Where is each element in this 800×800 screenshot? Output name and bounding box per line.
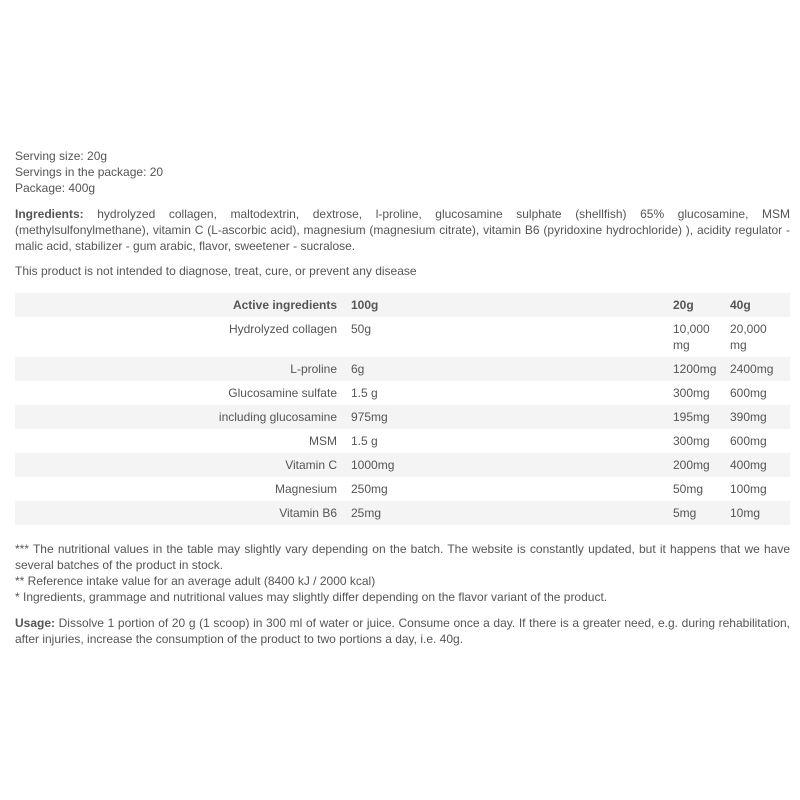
amount-20g-cell: 10,000 mg: [669, 317, 726, 357]
amount-20g-cell: 195mg: [669, 405, 726, 429]
active-ingredients-table: [15, 293, 790, 525]
header-20g: 20g: [669, 293, 726, 317]
note-flavor-variant: * Ingredients, grammage and nutritional values may slightly differ depending on the flavor variant of the product.: [15, 590, 608, 604]
header-100g: 100g: [347, 293, 669, 317]
amount-100g-cell: 50g: [347, 317, 669, 357]
amount-100g-cell: 1.5 g: [347, 381, 669, 405]
ingredient-name-cell: Hydrolyzed collagen: [15, 317, 347, 357]
table-row: [15, 357, 790, 381]
amount-100g-cell: 25mg: [347, 501, 669, 525]
table-row: [15, 317, 790, 357]
ingredient-name-cell: Vitamin C: [15, 453, 347, 477]
amount-40g-cell: 600mg: [726, 429, 790, 453]
ingredient-name-cell: Magnesium: [15, 477, 347, 501]
servings-count: Servings in the package: 20: [15, 165, 164, 179]
amount-20g-cell: 300mg: [669, 429, 726, 453]
amount-40g-cell: 20,000 mg: [726, 317, 790, 357]
usage-text: Dissolve 1 portion of 20 g (1 scoop) in 300 ml of water or juice. Consume once a day. If there is a greater need, e.g. during rehabilitation, after injuries, increase the consumption of the product to two portions a day, i.e. 40g.: [15, 616, 790, 646]
table-row: [15, 477, 790, 501]
ingredient-name-cell: Glucosamine sulfate: [15, 381, 347, 405]
header-active-ingredients: Active ingredients: [15, 293, 347, 317]
amount-100g-cell: 250mg: [347, 477, 669, 501]
amount-40g-cell: 100mg: [726, 477, 790, 501]
amount-40g-cell: 390mg: [726, 405, 790, 429]
table-row: [15, 381, 790, 405]
disclaimer: This product is not intended to diagnose, treat, cure, or prevent any disease: [15, 264, 417, 278]
ingredients-text: hydrolyzed collagen, maltodextrin, dextrose, l-proline, glucosamine sulphate (shellfish) 65% glucosamine, MSM (methylsulfonylmethane), vitamin C (L-ascorbic acid), magnesium (magnesium citrate), vitamin B6 (pyridoxine hydrochloride) ), acidity regulator - malic acid, stabilizer - gum arabic, flavor, sweetener - sucralose.: [15, 207, 790, 253]
amount-100g-cell: 975mg: [347, 405, 669, 429]
header-40g: 40g: [726, 293, 790, 317]
ingredient-name-cell: L-proline: [15, 357, 347, 381]
table-row: [15, 405, 790, 429]
amount-40g-cell: 10mg: [726, 501, 790, 525]
amount-40g-cell: 2400mg: [726, 357, 790, 381]
ingredient-name-cell: Vitamin B6: [15, 501, 347, 525]
ingredient-name-cell: including glucosamine: [15, 405, 347, 429]
note-batch-variation: *** The nutritional values in the table may slightly vary depending on the batch. The website is constantly updated, but it happens that we have several batches of the product in stock.: [15, 542, 790, 572]
amount-20g-cell: 1200mg: [669, 357, 726, 381]
table-row: [15, 429, 790, 453]
package-size: Package: 400g: [15, 181, 96, 195]
serving-size: Serving size: 20g: [15, 149, 108, 163]
amount-40g-cell: 600mg: [726, 381, 790, 405]
note-reference-intake: ** Reference intake value for an average adult (8400 kJ / 2000 kcal): [15, 574, 376, 588]
ingredients-label: Ingredients:: [15, 207, 84, 221]
product-info: [15, 148, 790, 196]
notes: [15, 541, 790, 605]
product-description: [15, 148, 790, 647]
amount-20g-cell: 50mg: [669, 477, 726, 501]
usage-label: Usage:: [15, 616, 56, 630]
ingredient-name-cell: MSM: [15, 429, 347, 453]
amount-20g-cell: 300mg: [669, 381, 726, 405]
ingredients-paragraph: [15, 206, 790, 254]
table-row: [15, 501, 790, 525]
usage-paragraph: [15, 615, 790, 647]
amount-100g-cell: 6g: [347, 357, 669, 381]
amount-40g-cell: 400mg: [726, 453, 790, 477]
amount-20g-cell: 5mg: [669, 501, 726, 525]
table-header-row: [15, 293, 790, 317]
table-row: [15, 453, 790, 477]
amount-20g-cell: 200mg: [669, 453, 726, 477]
amount-100g-cell: 1.5 g: [347, 429, 669, 453]
amount-100g-cell: 1000mg: [347, 453, 669, 477]
